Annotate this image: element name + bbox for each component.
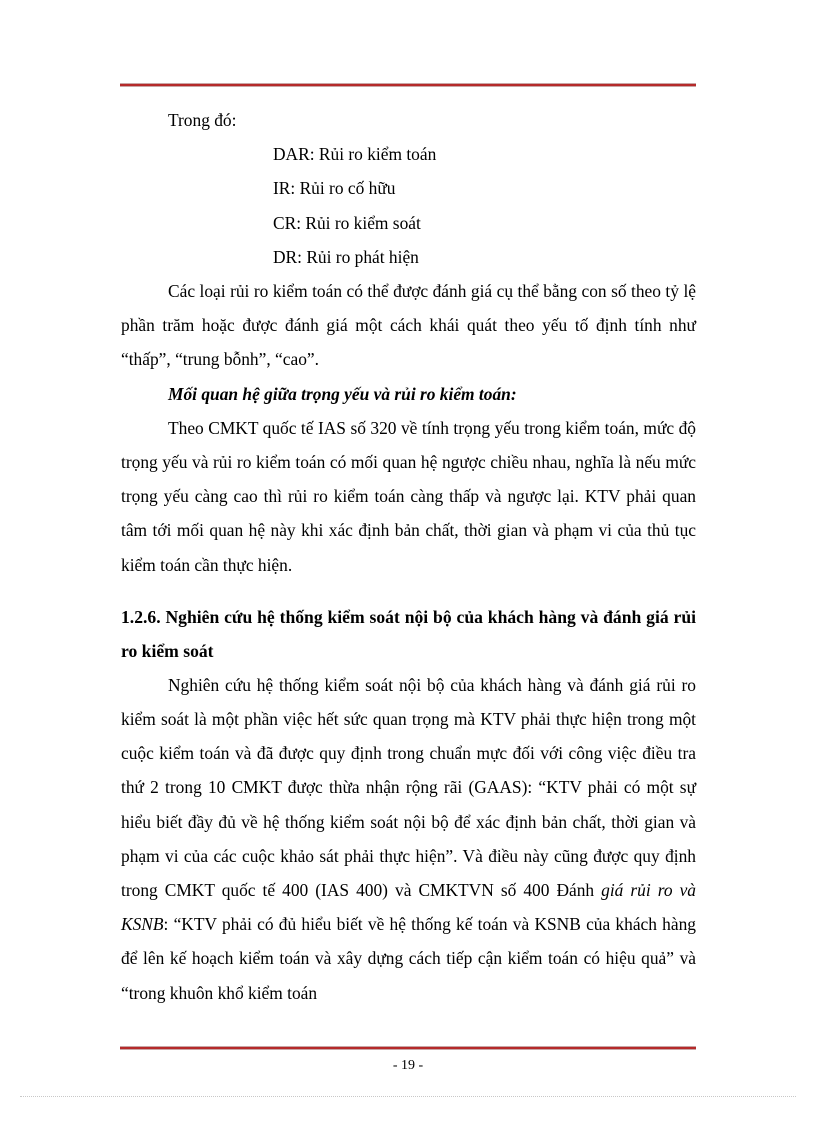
paragraph-internal-control-part2: : “KTV phải có đủ hiểu biết về hệ thống kế toán và KSNB của khách hàng để lên kế hoạch kiểm toán và xây dựng cách tiếp cận kiểm toán có hiệu quả” và “trong khuôn khổ kiểm toán <box>121 914 696 1003</box>
definition-dar: DAR: Rủi ro kiểm toán <box>273 144 437 165</box>
paragraph-ias-320: Theo CMKT quốc tế IAS số 320 về tính trọng yếu trong kiểm toán, mức độ trọng yếu và rủi ro kiểm toán có mối quan hệ ngược chiều nhau, nghĩa là nếu mức trọng yếu càng cao thì rủi ro kiểm toán càng thấp và ngược lại. KTV phải quan tâm tới mối quan hệ này khi xác định bản chất, thời gian và phạm vi của thủ tục kiểm toán cần thực hiện. <box>121 417 696 575</box>
definition-dr: DR: Rủi ro phát hiện <box>273 246 419 267</box>
definition-list <box>121 137 696 274</box>
section-heading-1-2-6: 1.2.6. Nghiên cứu hệ thống kiểm soát nội bộ của khách hàng và đánh giá rủi ro kiểm soát <box>121 606 696 661</box>
paragraph-internal-control-italic: giá rủi ro và KSNB <box>121 880 697 935</box>
footer-rule <box>120 1046 696 1050</box>
subheading-materiality-risk: Mối quan hệ giữa trọng yếu và rủi ro kiểm toán: <box>168 383 517 404</box>
page-boundary-line <box>20 1096 796 1097</box>
paragraph-internal-control <box>121 668 696 1010</box>
definition-cr: CR: Rủi ro kiểm soát <box>273 212 421 233</box>
page-number: - 19 - <box>392 1058 424 1073</box>
page-body <box>121 103 696 1010</box>
intro-text: Trong đó: <box>168 110 237 130</box>
paragraph-risk-types: Các loại rủi ro kiểm toán có thể được đánh giá cụ thể bằng con số theo tỷ lệ phần trăm hoặc được đánh giá một cách khái quát theo yếu tố định tính như “thấp”, “trung bỗnh”, “cao”. <box>121 281 696 370</box>
header-rule <box>120 83 696 87</box>
paragraph-internal-control-part1: Nghiên cứu hệ thống kiểm soát nội bộ của khách hàng và đánh giá rủi ro kiểm soát là một phần việc hết sức quan trọng mà KTV phải thực hiện trong một cuộc kiểm toán và đã được quy định trong chuẩn mực đối với công việc điều tra thứ 2 trong 10 CMKT được thừa nhận rộng rãi (GAAS): “KTV phải có một sự hiểu biết đầy đủ về hệ thống kiểm soát nội bộ để xác định bản chất, thời gian và phạm vi của các cuộc khảo sát phải thực hiện”. Và điều này cũng được quy định trong CMKT quốc tế 400 (IAS 400) và CMKTVN số 400 Đánh <box>121 674 696 901</box>
definition-ir: IR: Rủi ro cố hữu <box>273 178 396 199</box>
